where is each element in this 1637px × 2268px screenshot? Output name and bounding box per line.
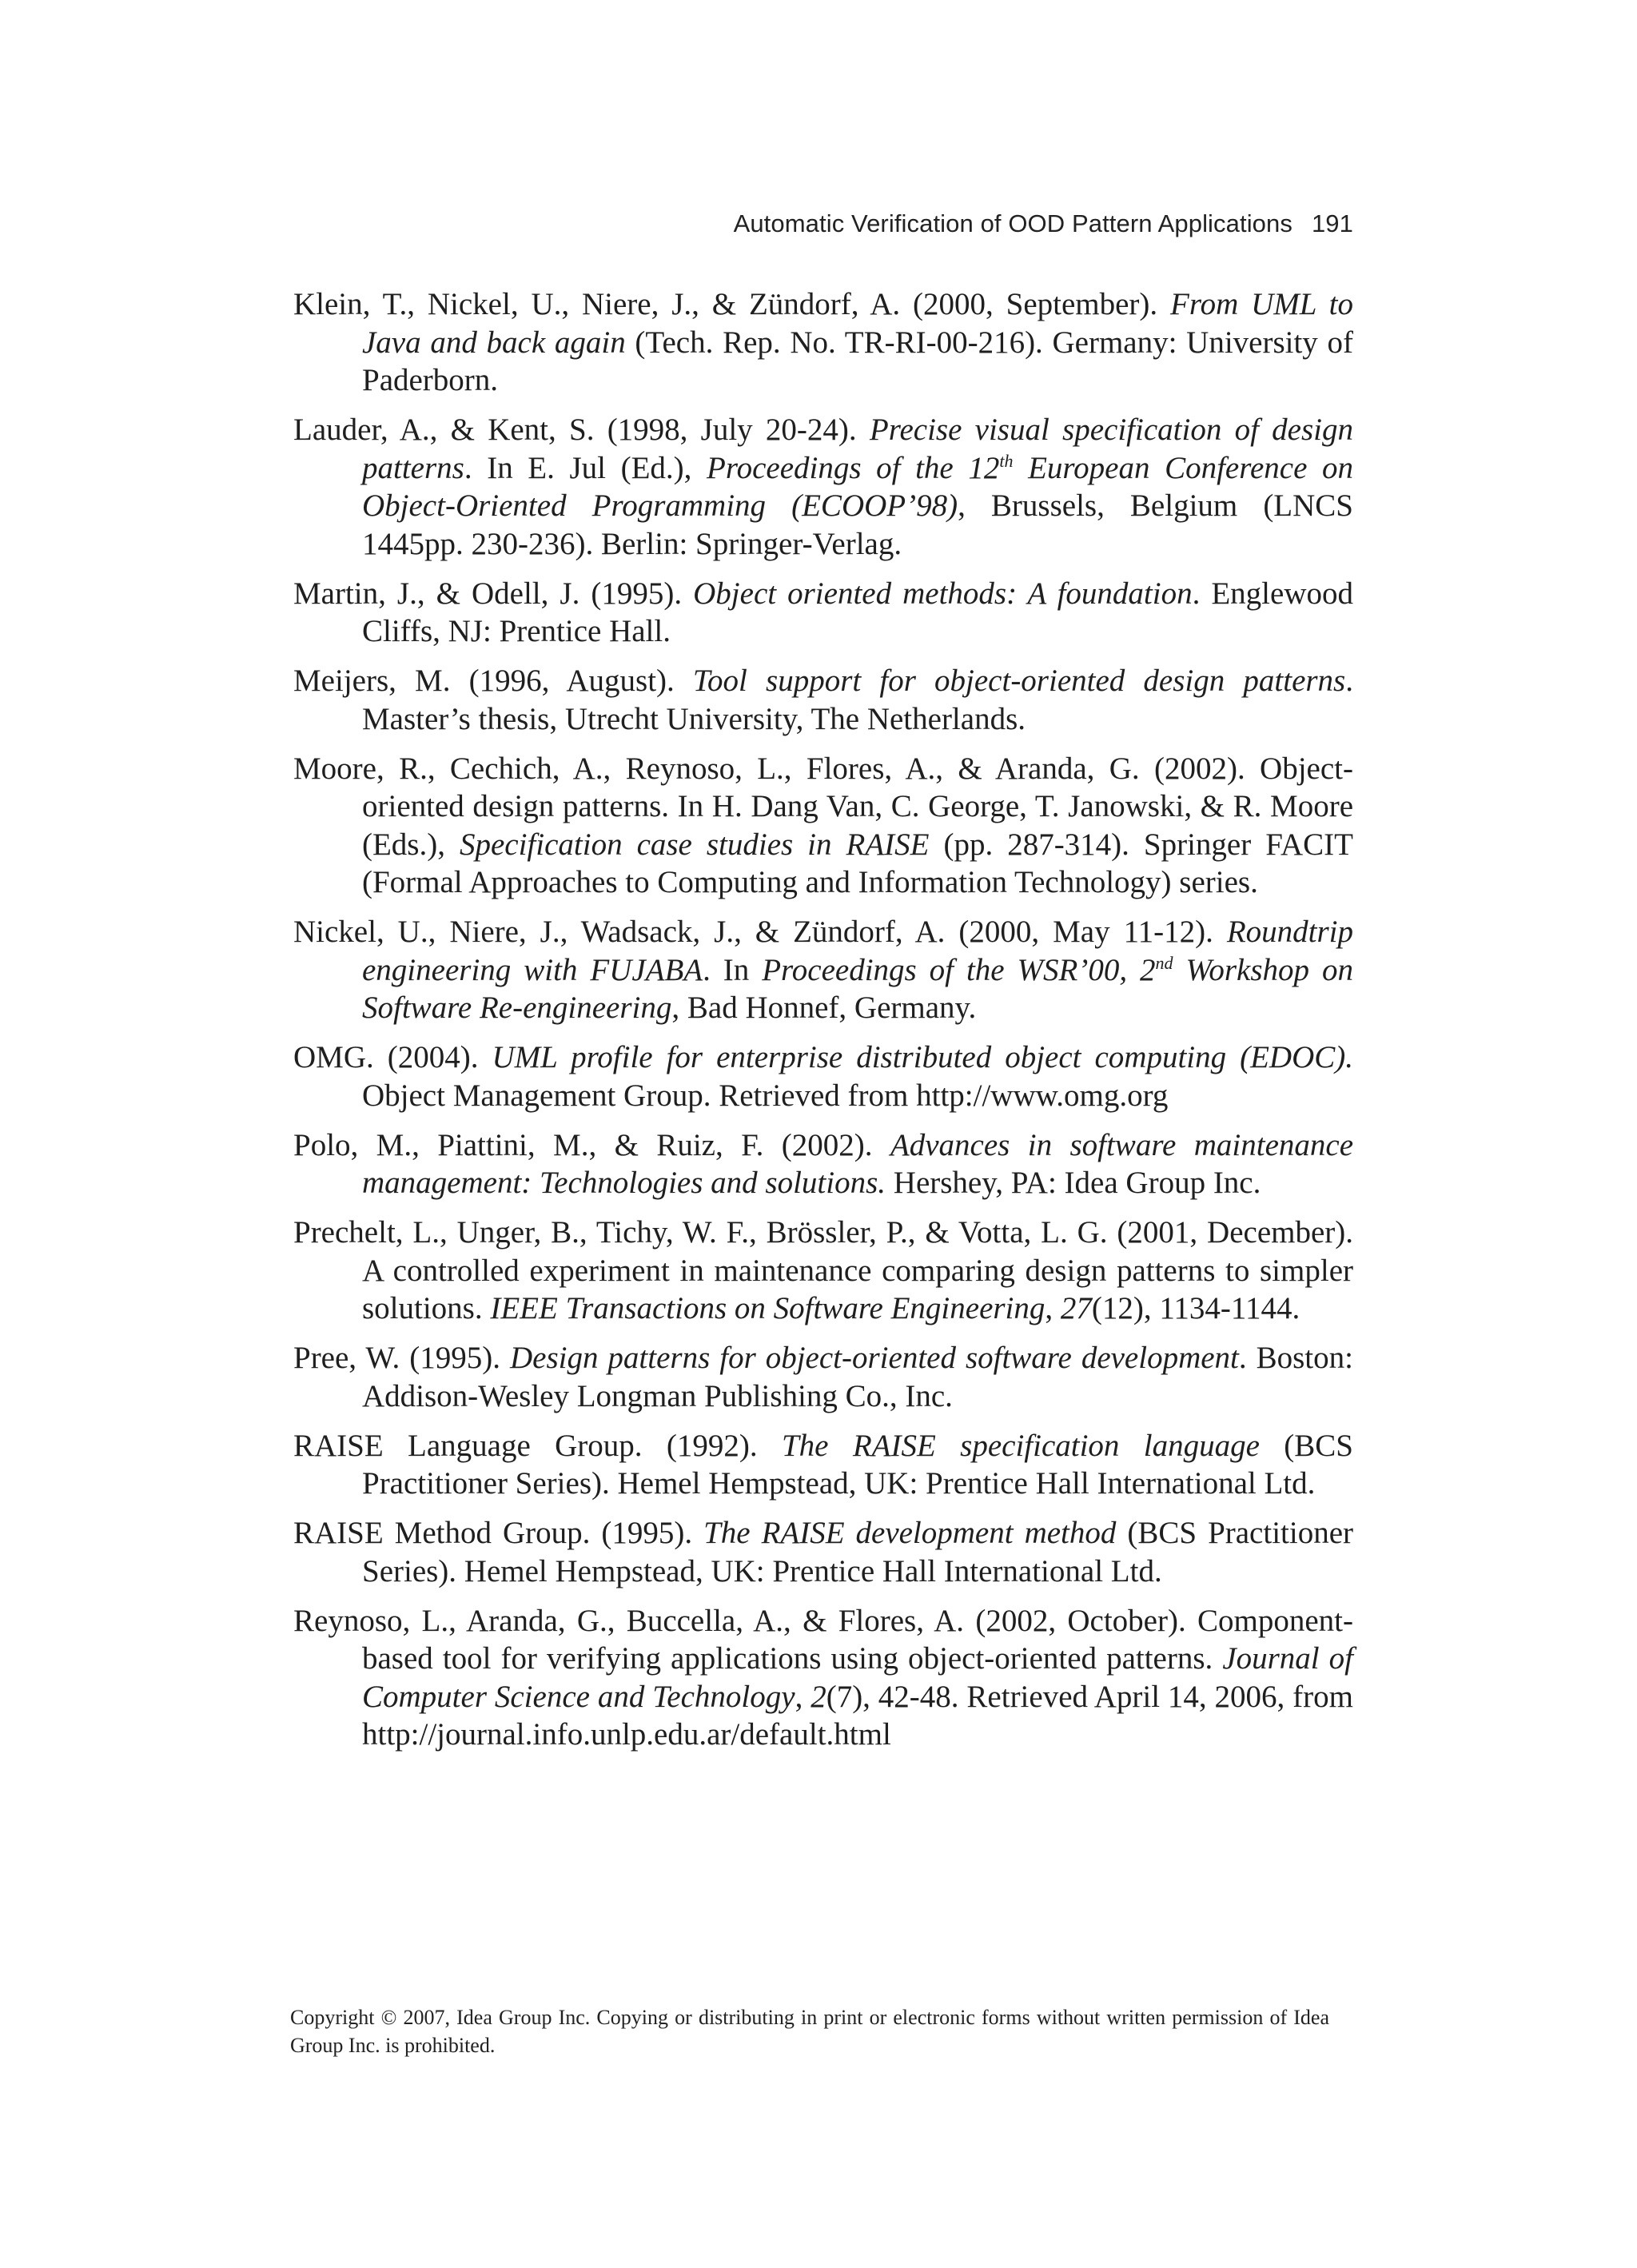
ref-tail: (pp. 287-314). Springer FACIT (Formal Approaches to Computing and Information Technology) series. [362, 827, 1353, 899]
ref-title: The RAISE specification language [781, 1428, 1260, 1463]
ref-tail: . Boston: Addison-Wesley Longman Publishing Co., Inc. [362, 1341, 1353, 1413]
ref-head: Reynoso, L., Aranda, G., Buccella, A., & Flores, A. (2002, October). Component-based tool for verifying applications using object-oriented patterns. [293, 1603, 1353, 1676]
ref-source-part-a: Proceedings of the WSR’00, 2 [762, 952, 1156, 987]
ref-source-part-a: Proceedings of the 12 [707, 450, 1000, 485]
copyright-notice: Copyright © 2007, Idea Group Inc. Copying or distributing in print or electronic forms without written permission of Idea Group Inc. is prohibited. [290, 2006, 1329, 2057]
reference-lauder-1998 [293, 411, 1353, 563]
running-title: Automatic Verification of OOD Pattern Applications [733, 209, 1292, 237]
running-head [734, 209, 1353, 238]
ref-head: RAISE Language Group. (1992). [293, 1428, 782, 1463]
ref-head: RAISE Method Group. (1995). [293, 1516, 704, 1550]
ref-source-part-b: Workshop on Software Re-engineering [362, 952, 1353, 1025]
ref-tail: Object Management Group. Retrieved from http://www.omg.org [362, 1078, 1169, 1113]
reference-prechelt-2001 [293, 1214, 1353, 1328]
reference-martin-1995 [293, 575, 1353, 651]
ref-mid: , [795, 1679, 811, 1714]
reference-klein-2000 [293, 285, 1353, 400]
ref-head: Meijers, M. (1996, August). [293, 664, 693, 698]
ref-mid: , [1045, 1291, 1061, 1325]
ref-mid: . In [703, 952, 763, 987]
ref-tail: (12), 1134-1144. [1091, 1291, 1300, 1325]
ref-source-part-b: European Conference on Object-Oriented Programming (ECOOP’98) [362, 450, 1354, 523]
ref-journal: Journal of Computer Science and Technology [362, 1641, 1353, 1714]
ref-volume: 2 [811, 1679, 826, 1714]
reference-polo-2002 [293, 1126, 1353, 1202]
reference-moore-2002 [293, 750, 1353, 902]
ref-head: Pree, W. (1995). [293, 1341, 510, 1375]
ref-tail: . Master’s thesis, Utrecht University, The Netherlands. [362, 664, 1353, 736]
ref-title: Advances in software maintenance management: Technologies and solutions. [362, 1127, 1354, 1200]
reference-pree-1995 [293, 1339, 1353, 1415]
ref-title: UML profile for enterprise distributed object computing (EDOC). [492, 1040, 1353, 1074]
reference-list [293, 285, 1353, 1765]
ref-volume: 27 [1060, 1291, 1092, 1325]
ref-tail: (BCS Practitioner Series). Hemel Hempstead, UK: Prentice Hall International Ltd. [362, 1516, 1354, 1588]
ref-tail: , Brussels, Belgium (LNCS 1445pp. 230-236). Berlin: Springer-Verlag. [362, 488, 1353, 561]
reference-omg-2004 [293, 1038, 1353, 1114]
ref-title: Tool support for object-oriented design patterns [692, 664, 1346, 698]
ref-head: Martin, J., & Odell, J. (1995). [293, 576, 694, 611]
ref-title: From UML to Java and back again [362, 287, 1353, 360]
ref-tail: (7), 42-48. Retrieved April 14, 2006, from http://journal.info.unlp.edu.ar/default.html [362, 1679, 1353, 1752]
ref-title: Object oriented methods: A foundation [693, 576, 1193, 611]
ref-head: Lauder, A., & Kent, S. (1998, July 20-24). [293, 413, 870, 447]
ref-source-ordinal: th [999, 450, 1014, 471]
ref-title: Specification case studies in RAISE [459, 827, 930, 862]
page-number: 191 [1311, 209, 1353, 237]
ref-head: Polo, M., Piattini, M., & Ruiz, F. (2002). [293, 1127, 890, 1162]
ref-journal: IEEE Transactions on Software Engineering [490, 1291, 1046, 1325]
ref-head: Nickel, U., Niere, J., Wadsack, J., & Zündorf, A. (2000, May 11-12). [293, 915, 1227, 949]
reference-meijers-1996 [293, 662, 1353, 738]
ref-tail: , Bad Honnef, Germany. [671, 991, 977, 1025]
ref-head: OMG. (2004). [293, 1040, 492, 1074]
ref-mid: . In E. Jul (Ed.), [464, 450, 707, 485]
reference-nickel-2000 [293, 913, 1353, 1027]
reference-raise-method-1995 [293, 1514, 1353, 1590]
ref-tail: (Tech. Rep. No. TR-RI-00-216). Germany: University of Paderborn. [362, 325, 1353, 397]
ref-title: Roundtrip engineering with FUJABA [362, 915, 1353, 987]
ref-head: Klein, T., Nickel, U., Niere, J., & Zündorf, A. (2000, September). [293, 287, 1171, 321]
ref-tail: (BCS Practitioner Series). Hemel Hempstead, UK: Prentice Hall International Ltd. [362, 1428, 1353, 1501]
ref-title: Precise visual specification of design patterns [362, 413, 1353, 485]
ref-tail: Hershey, PA: Idea Group Inc. [886, 1166, 1261, 1200]
ref-head: Prechelt, L., Unger, B., Tichy, W. F., Brössler, P., & Votta, L. G. (2001, December). A controlled experiment in maintenance comparing design patterns to simpler solutions. [293, 1215, 1353, 1325]
ref-tail: . Englewood Cliffs, NJ: Prentice Hall. [362, 576, 1353, 648]
reference-raise-language-1992 [293, 1427, 1353, 1503]
reference-reynoso-2002 [293, 1602, 1353, 1754]
ref-title: The RAISE development method [703, 1516, 1117, 1550]
ref-source-ordinal: nd [1155, 952, 1173, 973]
ref-head: Moore, R., Cechich, A., Reynoso, L., Flores, A., & Aranda, G. (2002). Object-oriented design patterns. In H. Dang Van, C. George, T. Janowski, & R. Moore (Eds.), [293, 751, 1353, 862]
ref-title: Design patterns for object-oriented software development [509, 1341, 1239, 1375]
